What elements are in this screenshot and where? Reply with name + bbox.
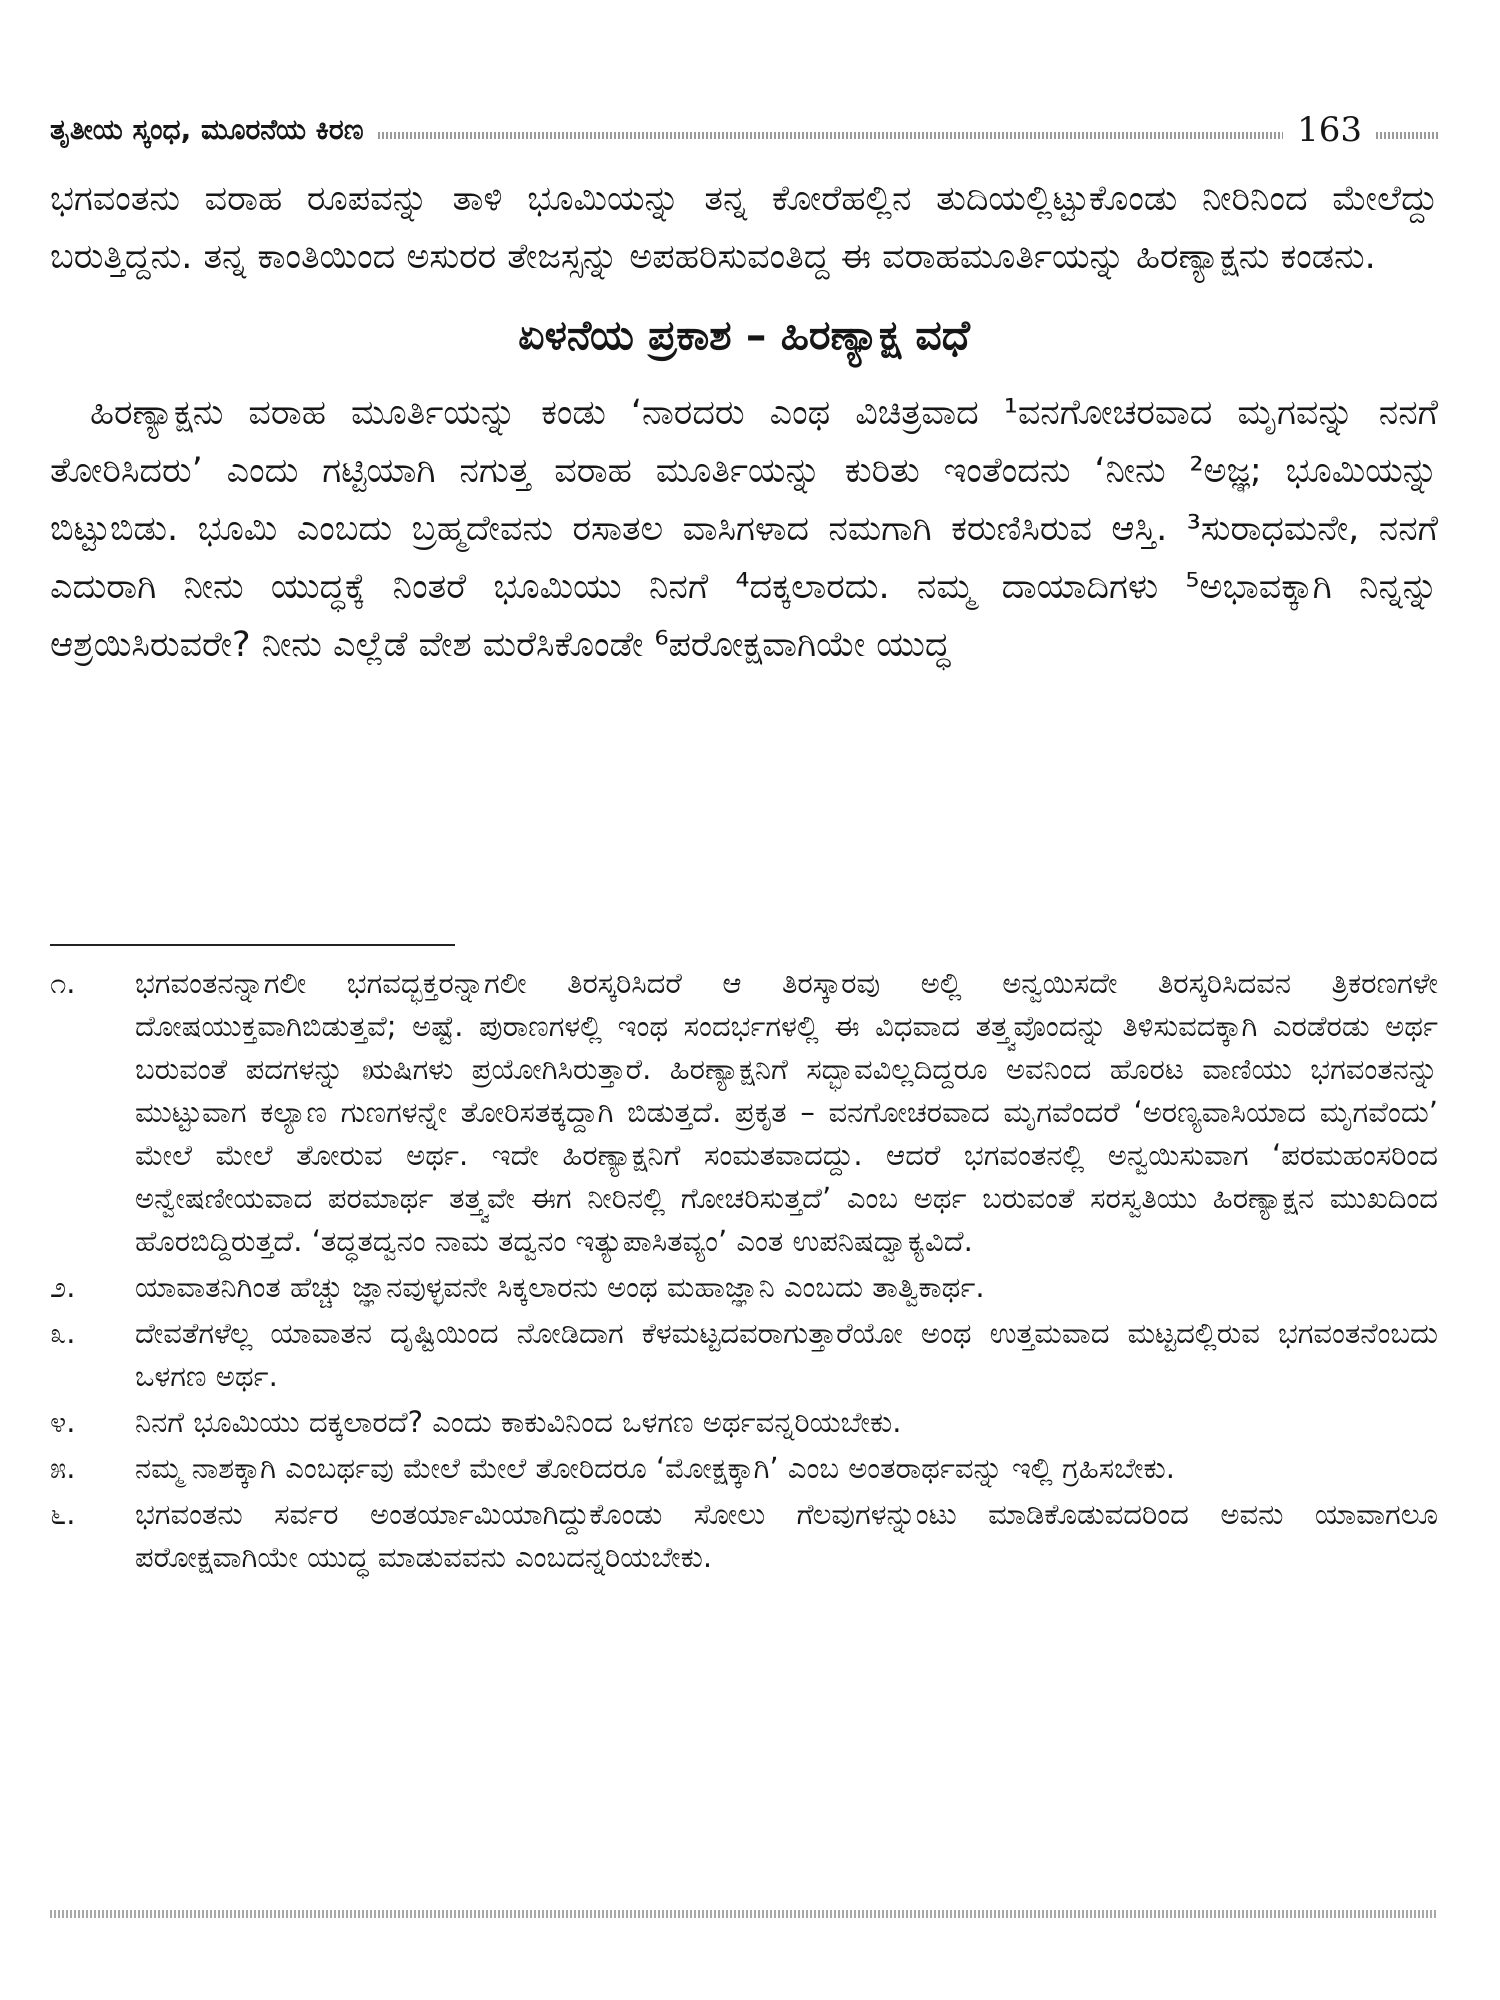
footnote-text: ನಿನಗೆ ಭೂಮಿಯು ದಕ್ಕಲಾರದೆ? ಎಂದು ಕಾಕುವಿನಿಂದ ಒಳಗಣ ಅರ್ಥವನ್ನರಿಯಬೇಕು.	[135, 1405, 902, 1439]
footnote-text: ಯಾವಾತನಿಗಿಂತ ಹೆಚ್ಚು ಜ್ಞಾನವುಳ್ಳವನೇ ಸಿಕ್ಕಲಾರನು ಅಂಥ ಮಹಾಜ್ಞಾನಿ ಎಂಬದು ತಾತ್ವಿಕಾರ್ಥ.	[135, 1270, 985, 1304]
main-paragraph: ಹಿರಣ್ಯಾಕ್ಷನು ವರಾಹ ಮೂರ್ತಿಯನ್ನು ಕಂಡು ‘ನಾರದರು ಎಂಥ ವಿಚಿತ್ರವಾದ ¹ವನಗೋಚರವಾದ ಮೃಗವನ್ನು ನನಗೆ ತೋರಿಸಿದರು’ ಎಂದು ಗಟ್ಟಿಯಾಗಿ ನಗುತ್ತ ವರಾಹ ಮೂರ್ತಿಯನ್ನು ಕುರಿತು ಇಂತೆಂದನು ‘ನೀನು ²ಅಜ್ಞ; ಭೂಮಿಯನ್ನು ಬಿಟ್ಟುಬಿಡು. ಭೂಮಿ ಎಂಬದು ಬ್ರಹ್ಮದೇವನು ರಸಾತಲ ವಾಸಿಗಳಾದ ನಮಗಾಗಿ ಕರುಣಿಸಿರುವ ಆಸ್ತಿ. ³ಸುರಾಧಮನೇ, ನನಗೆ ಎದುರಾಗಿ ನೀನು ಯುದ್ಧಕ್ಕೆ ನಿಂತರೆ ಭೂಮಿಯು ನಿನಗೆ ⁴ದಕ್ಕಲಾರದು. ನಮ್ಮ ದಾಯಾದಿಗಳು ⁵ಅಭಾವಕ್ಕಾಗಿ ನಿನ್ನನ್ನು ಆಶ್ರಯಿಸಿರುವರೇ? ನೀನು ಎಲ್ಲೆಡೆ ವೇಶ ಮರೆಸಿಕೊಂಡೇ ⁶ಪರೋಕ್ಷವಾಗಿಯೇ ಯುದ್ಧ	[50, 393, 1438, 665]
footnote-number: ೬.	[50, 1497, 76, 1531]
footnote-number: ೪.	[50, 1405, 76, 1439]
page-header	[50, 108, 1438, 152]
footnote-number: ೫.	[50, 1451, 76, 1485]
section-title: ಏಳನೆಯ ಪ್ರಕಾಶ – ಹಿರಣ್ಯಾಕ್ಷ ವಧೆ	[518, 311, 970, 359]
footnote-text: ಭಗವಂತನು ಸರ್ವರ ಅಂತರ್ಯಾಮಿಯಾಗಿದ್ದುಕೊಂಡು ಸೋಲು ಗೆಲವುಗಳನ್ನುಂಟು ಮಾಡಿಕೊಡುವದರಿಂದ ಅವನು ಯಾವಾಗಲೂ ಪರೋಕ್ಷವಾಗಿಯೇ ಯುದ್ಧ ಮಾಡುವವನು ಎಂಬದನ್ನರಿಯಬೇಕು.	[135, 1497, 1438, 1574]
footnote-separator	[50, 944, 455, 946]
intro-paragraph: ಭಗವಂತನು ವರಾಹ ರೂಪವನ್ನು ತಾಳಿ ಭೂಮಿಯನ್ನು ತನ್ನ ಕೋರೆಹಲ್ಲಿನ ತುದಿಯಲ್ಲಿಟ್ಟುಕೊಂಡು ನೀರಿನಿಂದ ಮೇಲೆದ್ದು ಬರುತ್ತಿದ್ದನು. ತನ್ನ ಕಾಂತಿಯಿಂದ ಅಸುರರ ತೇಜಸ್ಸನ್ನು ಅಪಹರಿಸುವಂತಿದ್ದ ಈ ವರಾಹಮೂರ್ತಿಯನ್ನು ಹಿರಣ್ಯಾಕ್ಷನು ಕಂಡನು.	[50, 179, 1438, 277]
header-dotted-rule	[378, 132, 1284, 139]
footnote-item	[50, 1401, 1438, 1444]
footnote-item	[50, 1312, 1438, 1398]
footnote-number: ೨.	[50, 1270, 76, 1304]
page-number: 163	[1297, 110, 1362, 150]
footnote-item	[50, 962, 1438, 1263]
body-text	[50, 170, 1438, 674]
footnote-number: ೩.	[50, 1316, 76, 1350]
footnote-item	[50, 1493, 1438, 1579]
bottom-dotted-rule	[50, 1910, 1438, 1918]
footnotes	[50, 962, 1438, 1582]
footnote-text: ನಮ್ಮ ನಾಶಕ್ಕಾಗಿ ಎಂಬರ್ಥವು ಮೇಲೆ ಮೇಲೆ ತೋರಿದರೂ ‘ಮೋಕ್ಷಕ್ಕಾಗಿ’ ಎಂಬ ಅಂತರಾರ್ಥವನ್ನು ಇಲ್ಲಿ ಗ್ರಹಿಸಬೇಕು.	[135, 1451, 1175, 1485]
footnote-text: ಭಗವಂತನನ್ನಾಗಲೀ ಭಗವದ್ಭಕ್ತರನ್ನಾಗಲೀ ತಿರಸ್ಕರಿಸಿದರೆ ಆ ತಿರಸ್ಕಾರವು ಅಲ್ಲಿ ಅನ್ವಯಿಸದೇ ತಿರಸ್ಕರಿಸಿದವನ ತ್ರಿಕರಣಗಳೇ ದೋಷಯುಕ್ತವಾಗಿಬಿಡುತ್ತವೆ; ಅಷ್ಟೆ. ಪುರಾಣಗಳಲ್ಲಿ ಇಂಥ ಸಂದರ್ಭಗಳಲ್ಲಿ ಈ ವಿಧವಾದ ತತ್ತ್ವವೊಂದನ್ನು ತಿಳಿಸುವದಕ್ಕಾಗಿ ಎರಡೆರಡು ಅರ್ಥ ಬರುವಂತೆ ಪದಗಳನ್ನು ಋಷಿಗಳು ಪ್ರಯೋಗಿಸಿರುತ್ತಾರೆ. ಹಿರಣ್ಯಾಕ್ಷನಿಗೆ ಸದ್ಭಾವವಿಲ್ಲದಿದ್ದರೂ ಅವನಿಂದ ಹೊರಟ ವಾಣಿಯು ಭಗವಂತನನ್ನು ಮುಟ್ಟುವಾಗ ಕಲ್ಯಾಣ ಗುಣಗಳನ್ನೇ ತೋರಿಸತಕ್ಕದ್ದಾಗಿ ಬಿಡುತ್ತದೆ. ಪ್ರಕೃತ – ವನಗೋಚರವಾದ ಮೃಗವೆಂದರೆ ‘ಅರಣ್ಯವಾಸಿಯಾದ ಮೃಗವೆಂದು’ ಮೇಲೆ ಮೇಲೆ ತೋರುವ ಅರ್ಥ. ಇದೇ ಹಿರಣ್ಯಾಕ್ಷನಿಗೆ ಸಂಮತವಾದದ್ದು. ಆದರೆ ಭಗವಂತನಲ್ಲಿ ಅನ್ವಯಿಸುವಾಗ ‘ಪರಮಹಂಸರಿಂದ ಅನ್ವೇಷಣೀಯವಾದ ಪರಮಾರ್ಥ ತತ್ತ್ವವೇ ಈಗ ನೀರಿನಲ್ಲಿ ಗೋಚರಿಸುತ್ತದೆ’ ಎಂಬ ಅರ್ಥ ಬರುವಂತೆ ಸರಸ್ವತಿಯು ಹಿರಣ್ಯಾಕ್ಷನ ಮುಖದಿಂದ ಹೊರಬಿದ್ದಿರುತ್ತದೆ. ‘ತದ್ಧತದ್ವನಂ ನಾಮ ತದ್ವನಂ ಇತ್ಯುಪಾಸಿತವ್ಯಂ’ ಎಂತ ಉಪನಿಷದ್ವಾಕ್ಯವಿದೆ.	[135, 966, 1438, 1258]
footnote-item	[50, 1266, 1438, 1309]
running-head: ತೃತೀಯ ಸ್ಕಂಧ, ಮೂರನೆಯ ಕಿರಣ	[50, 113, 364, 146]
header-dotted-rule-tail	[1376, 132, 1438, 139]
footnote-number: ೧.	[50, 966, 76, 1000]
footnote-text: ದೇವತೆಗಳೆಲ್ಲ ಯಾವಾತನ ದೃಷ್ಟಿಯಿಂದ ನೋಡಿದಾಗ ಕೆಳಮಟ್ಟದವರಾಗುತ್ತಾರೆಯೋ ಅಂಥ ಉತ್ತಮವಾದ ಮಟ್ಟದಲ್ಲಿರುವ ಭಗವಂತನೆಂಬದು ಒಳಗಣ ಅರ್ಥ.	[135, 1316, 1438, 1393]
footnote-item	[50, 1447, 1438, 1490]
